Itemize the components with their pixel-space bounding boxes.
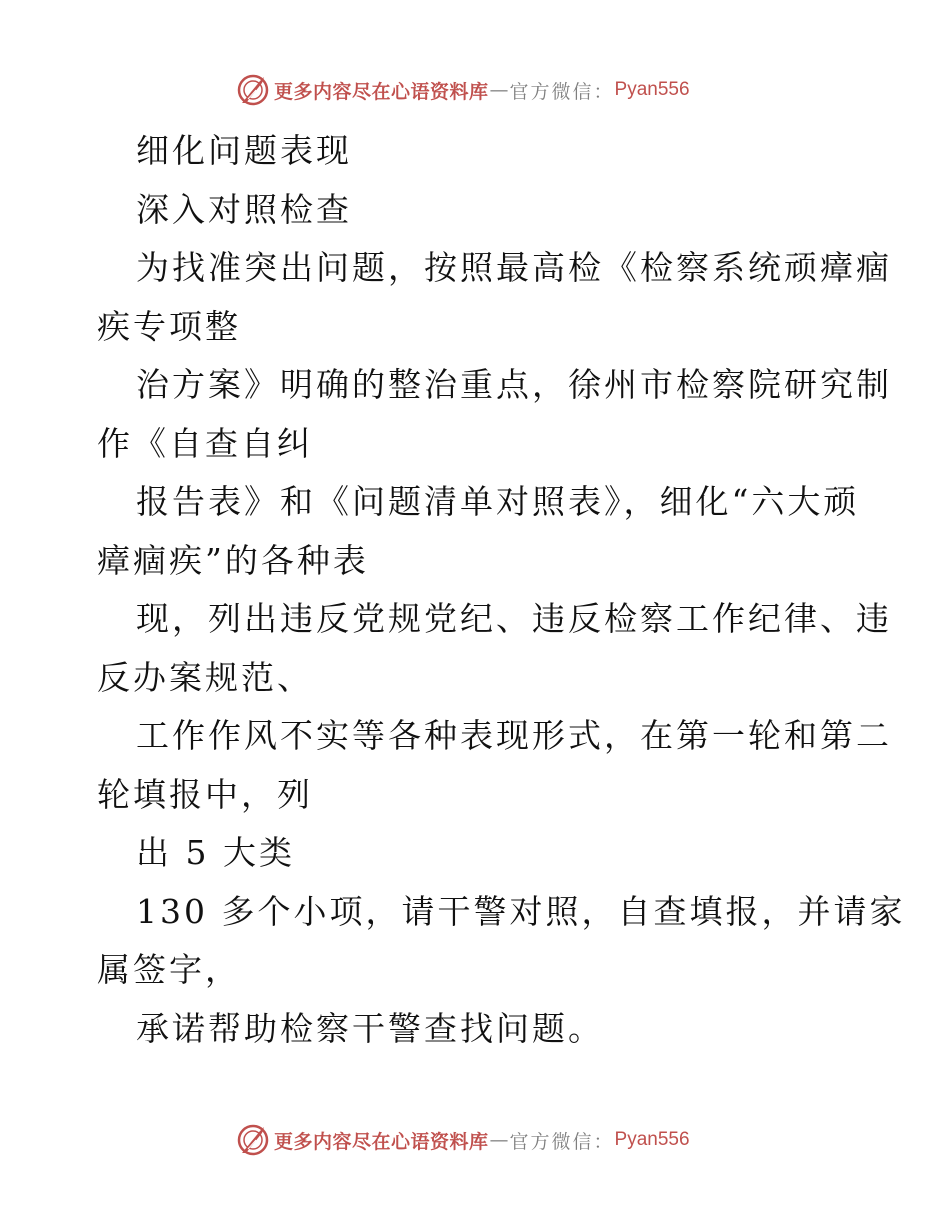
quill-logo-icon bbox=[236, 73, 270, 107]
watermark-title: 更多内容尽在心语资料库 bbox=[274, 80, 489, 103]
body-text-line: 工作作风不实等各种表现形式，在第一轮和第二 bbox=[136, 716, 892, 755]
body-text-line: 疾专项整 bbox=[97, 306, 241, 346]
body-text-line: 130 多个小项，请干警对照，自查填报，并请家 bbox=[136, 891, 906, 931]
body-text-line: 现，列出违反党规党纪、违反检察工作纪律、违 bbox=[136, 599, 892, 638]
watermark-official-label: 官方微信： bbox=[509, 80, 615, 103]
body-text-line: 轮填报中，列 bbox=[97, 774, 313, 814]
body-text-line: 报告表》和《问题清单对照表》，细化“六大顽 bbox=[136, 482, 860, 521]
watermark-separator: — bbox=[489, 79, 509, 101]
body-text-line: 深入对照检查 bbox=[136, 189, 352, 229]
body-text-line: 治方案》明确的整治重点，徐州市检察院研究制 bbox=[136, 365, 892, 404]
body-text-line: 为找准突出问题，按照最高检《检察系统顽瘴痼 bbox=[136, 248, 892, 287]
quill-logo-icon bbox=[236, 1123, 270, 1157]
body-text-line: 出 5 大类 bbox=[136, 833, 295, 872]
watermark-title: 更多内容尽在心语资料库 bbox=[274, 1130, 489, 1153]
body-text-line: 细化问题表现 bbox=[136, 131, 352, 170]
watermark-separator: — bbox=[489, 1129, 509, 1151]
header-watermark bbox=[236, 72, 690, 108]
body-text-line: 承诺帮助检察干警查找问题。 bbox=[136, 1008, 604, 1048]
body-text-line: 属签字， bbox=[97, 950, 241, 989]
watermark-wechat-id: Pyan556 bbox=[614, 1129, 690, 1150]
body-text-line: 反办案规范、 bbox=[97, 657, 313, 697]
watermark-wechat-id: Pyan556 bbox=[614, 79, 690, 100]
body-text-line: 瘴痼疾”的各种表 bbox=[97, 540, 369, 580]
watermark-official-label: 官方微信： bbox=[509, 1130, 615, 1153]
body-text-line: 作《自查自纠 bbox=[97, 423, 313, 463]
document-body bbox=[97, 122, 906, 1058]
footer-watermark bbox=[236, 1122, 690, 1158]
